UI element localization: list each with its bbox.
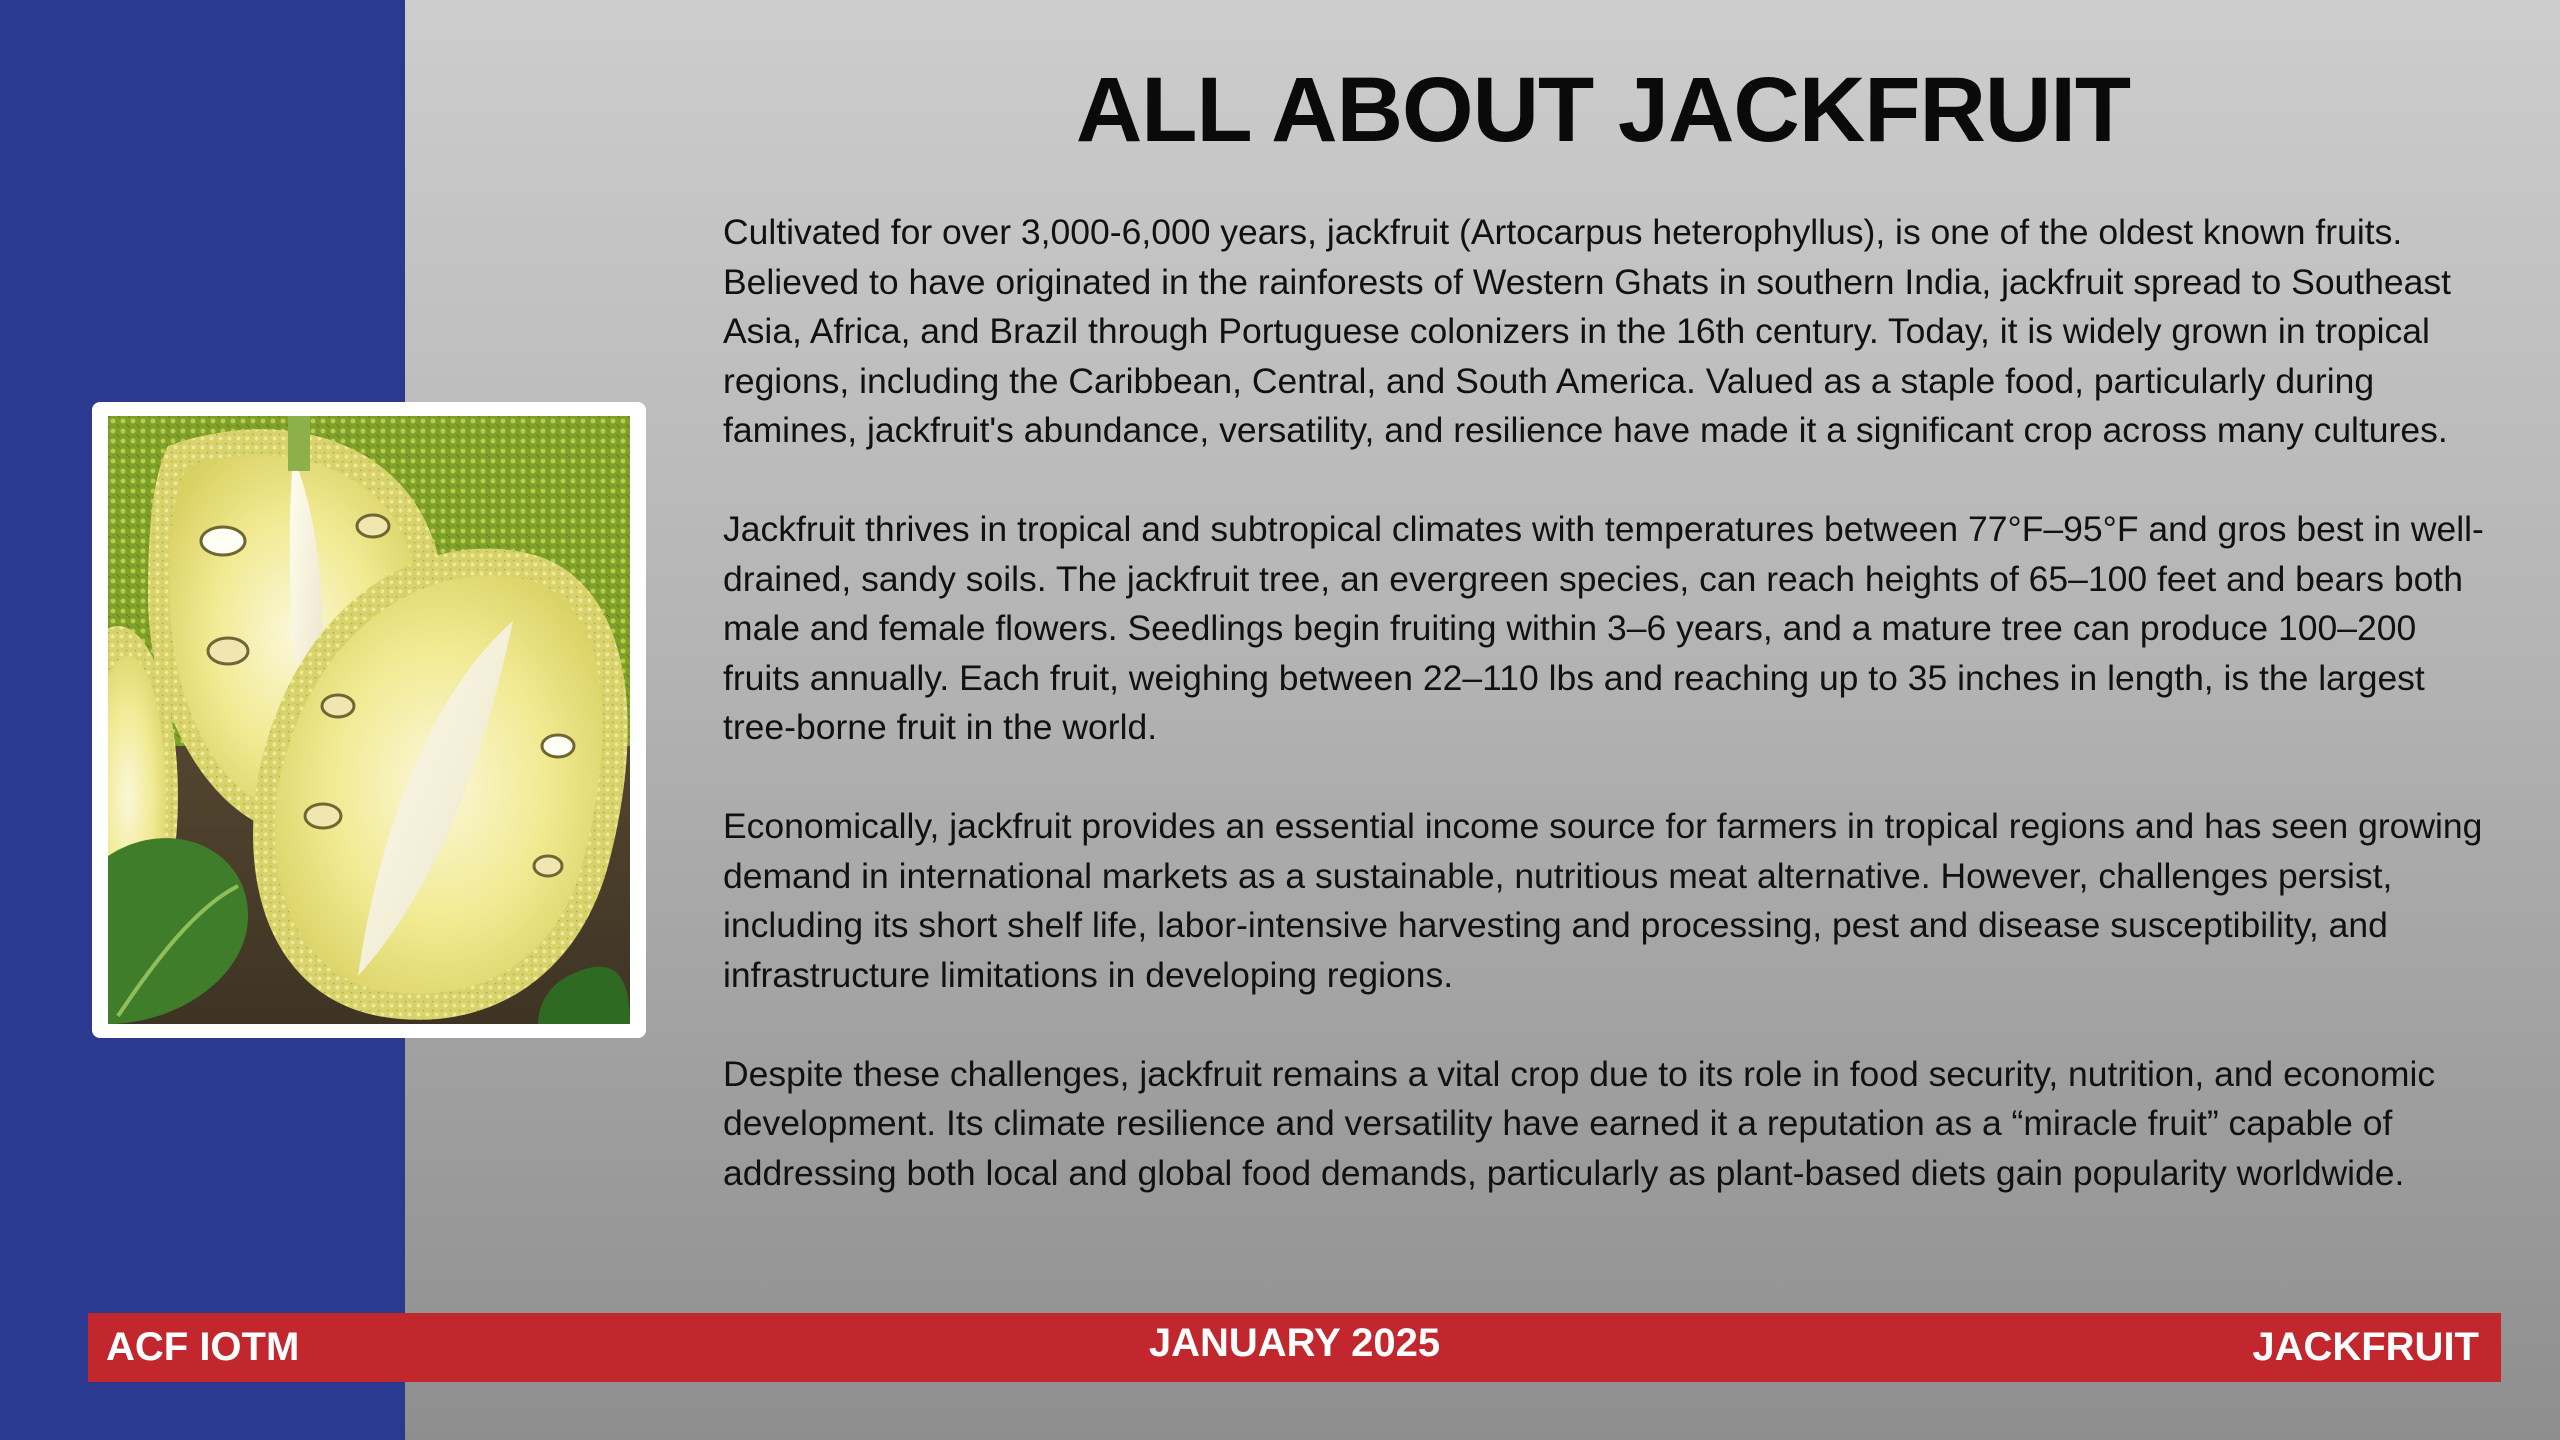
footer-bar — [88, 1313, 2501, 1382]
jackfruit-photo — [92, 402, 646, 1038]
jackfruit-illustration — [108, 416, 630, 1024]
slide-title: ALL ABOUT JACKFRUIT — [1075, 59, 2131, 161]
paragraph-history: Cultivated for over 3,000-6,000 years, jackfruit (Artocarpus heterophyllus), is one of the oldest known fruits. Believed to have originated in the rainforests of Western Ghats in southern India, jackfruit spread to Southeast Asia, Africa, and Brazil through Portuguese colonizers in the 16th century. Today, it is widely grown in tropical regions, including the Caribbean, Central, and South America. Valued as a staple food, particularly during famines, jackfruit's abundance, versatility, and resilience have made it a significant crop across many cultures. — [723, 212, 2452, 450]
footer-date-label: JANUARY 2025 — [1148, 1321, 1441, 1365]
paragraph-conclusion: Despite these challenges, jackfruit remains a vital crop due to its role in food security, nutrition, and economic development. Its climate resilience and versatility have earned it a reputation as a “miracle fruit” capable of addressing both local and global food demands, particularly as plant-based diets gain popularity worldwide. — [723, 1053, 2436, 1193]
paragraph-economics: Economically, jackfruit provides an essential income source for farmers in tropical regions and has seen growing demand in international markets as a sustainable, nutritious meat alternative. However, challenges persist, including its short shelf life, labor-intensive harvesting and processing, pest and disease susceptibility, and infrastructure limitations in developing regions. — [723, 806, 2483, 995]
body-text — [723, 208, 2485, 1248]
footer-left-label: ACF IOTM — [106, 1325, 300, 1369]
paragraph-cultivation: Jackfruit thrives in tropical and subtropical climates with temperatures between 77°F–95°F and gros best in well-drained, sandy soils. The jackfruit tree, an evergreen species, can reach heights of 65–100 feet and bears both male and female flowers. Seedlings begin fruiting within 3–6 years, and a mature tree can produce 100–200 fruits annually. Each fruit, weighing between 22–110 lbs and reaching up to 35 inches in length, is the largest tree-borne fruit in the world. — [723, 509, 2484, 747]
footer-right-label: JACKFRUIT — [2252, 1325, 2479, 1369]
